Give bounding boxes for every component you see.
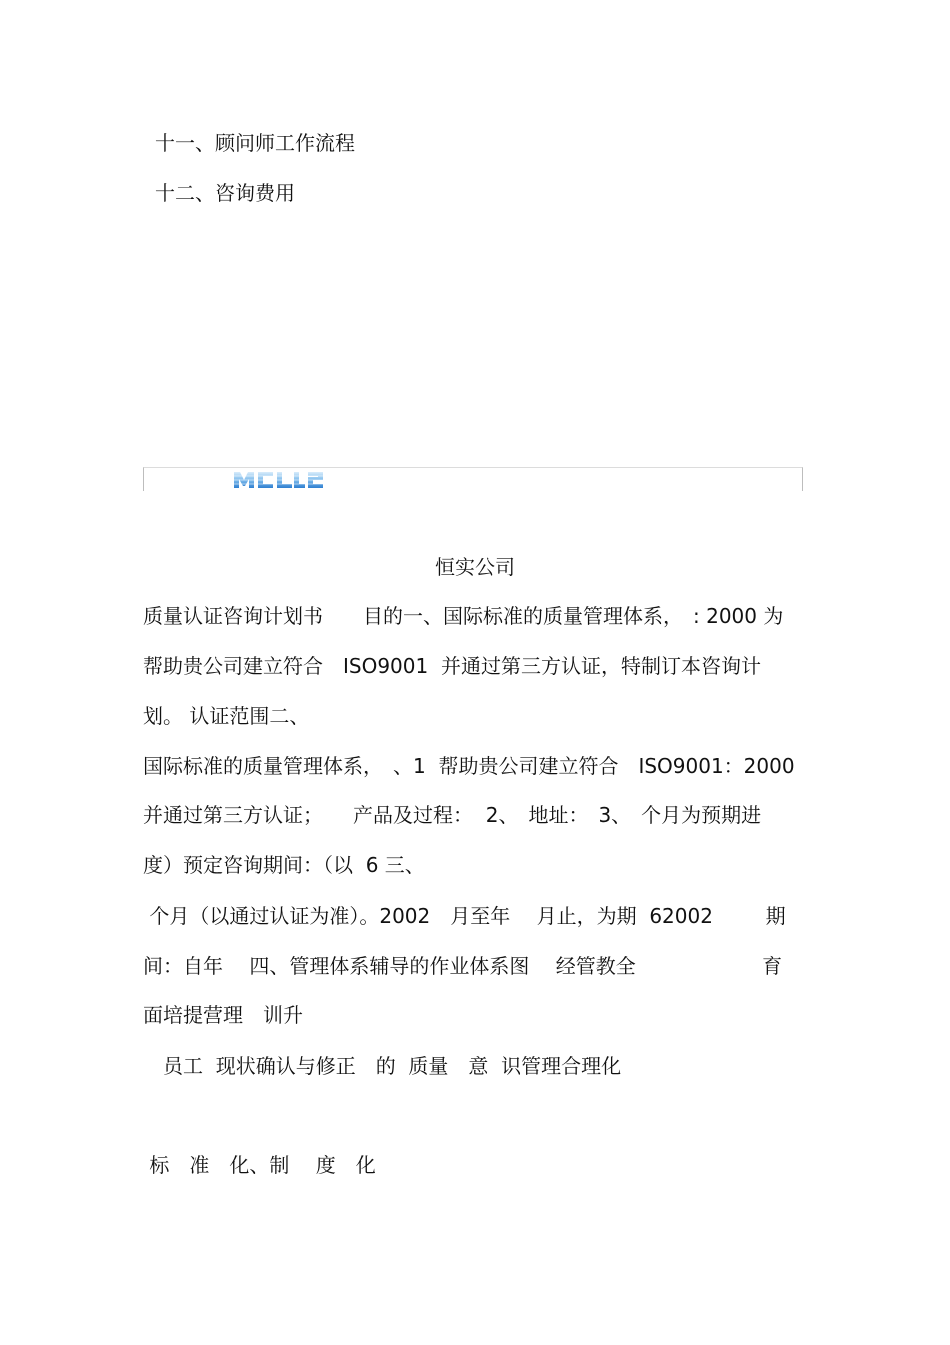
body-line: 度）预定咨询期间：（以 6 三、 bbox=[143, 853, 425, 877]
body-line: 面培提营理 训升 bbox=[143, 1003, 303, 1027]
body-line: 国际标准的质量管理体系， 、1 帮助贵公司建立符合 ISO9001：2000 bbox=[143, 754, 795, 778]
body-line: 间：自年 四、管理体系辅导的作业体系图 经管教全 育 bbox=[143, 954, 783, 978]
company-name: 恒实公司 bbox=[435, 555, 515, 579]
company-logo-icon bbox=[233, 470, 325, 490]
body-line: 标 准 化、制 度 化 bbox=[143, 1153, 376, 1177]
body-line: 个月（以通过认证为准）。2002 月至年 月止，为期 62002 期 bbox=[143, 904, 786, 928]
body-line: 员工 现状确认与修正 的 质量 意 识管理合理化 bbox=[143, 1054, 622, 1078]
body-line: 并通过第三方认证； 产品及过程： 2、 地址： 3、 个月为预期进 bbox=[143, 803, 762, 827]
body-line: 质量认证咨询计划书 目的一、国际标准的质量管理体系， : 2000 为 bbox=[143, 604, 784, 628]
body-line: 划。 认证范围二、 bbox=[143, 704, 310, 728]
body-line: 帮助贵公司建立符合 ISO9001 并通过第三方认证，特制订本咨询计 bbox=[143, 654, 761, 678]
toc-item-11: 十一、顾问师工作流程 bbox=[155, 131, 355, 155]
toc-item-12: 十二、咨询费用 bbox=[155, 181, 295, 205]
